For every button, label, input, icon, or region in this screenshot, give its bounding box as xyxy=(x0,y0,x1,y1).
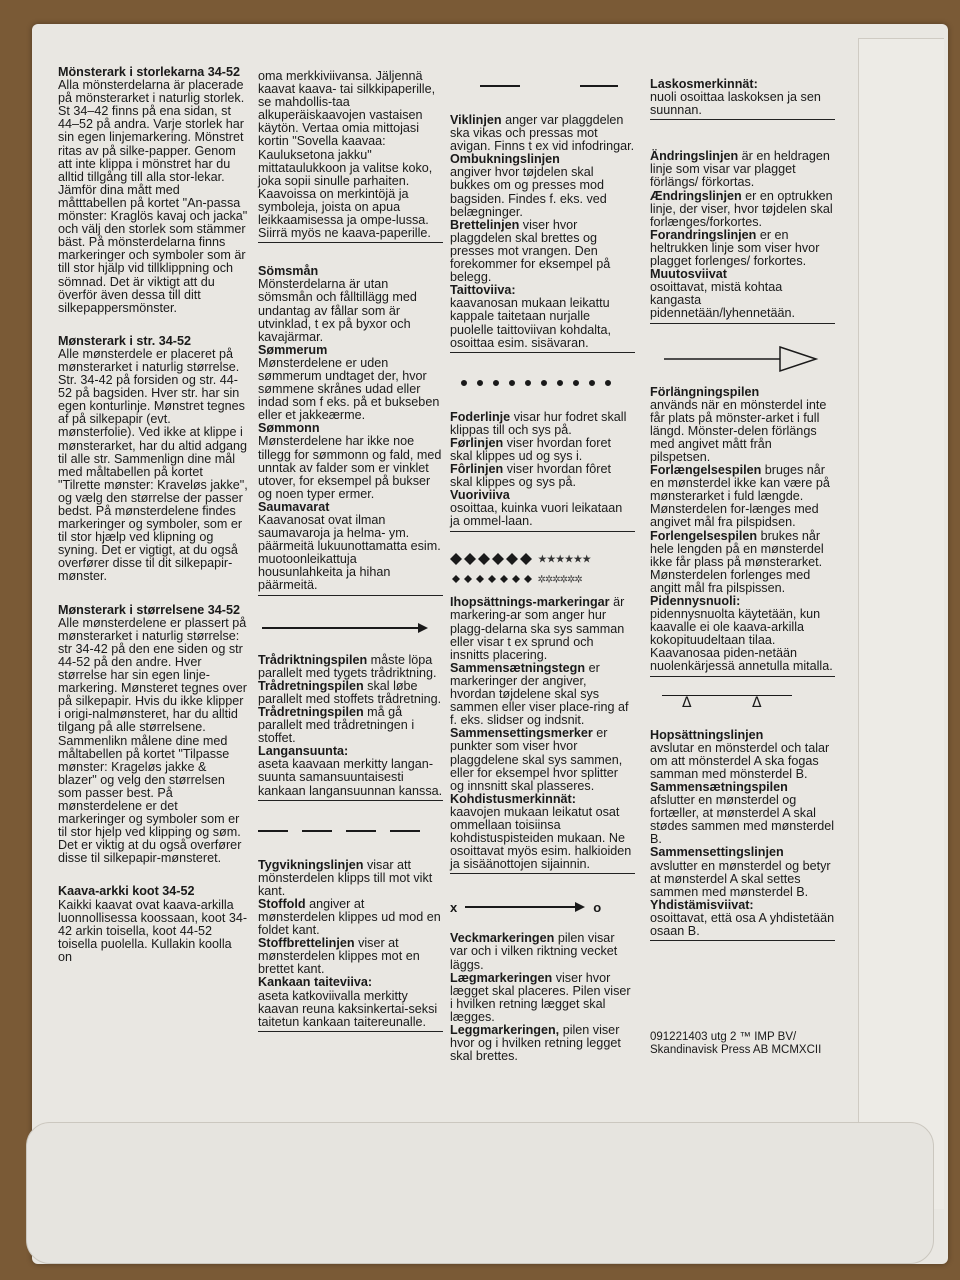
pleat-da-heading: Lægmarkeringen xyxy=(450,970,553,985)
lin-no-text: viser hvordan fôret skal klippes og sys på. xyxy=(450,462,611,490)
pleat-arrow-icon xyxy=(463,899,587,915)
alt-da-text: er en optrukken linje, der viser, hvor tøjdelen skal forlænges/forkortes. xyxy=(650,188,833,229)
grain-fi-text: aseta kaavaan merkitty langan-suunta samansuuntaisesti kankaan langansuunnan kanssa. xyxy=(258,758,443,800)
dotted-line-icon xyxy=(450,373,620,393)
grain-sv-heading: Trådriktningspilen xyxy=(258,652,368,667)
lin-da-text: viser hvordan foret skal klippes ud og sys i. xyxy=(450,435,611,463)
section-lining xyxy=(450,411,635,532)
joining-line-symbol xyxy=(650,693,835,717)
notch-symbols xyxy=(450,552,635,587)
heading-da: Mønsterark i str. 34-52 xyxy=(58,333,191,348)
join-da-heading: Sammensætningstegn xyxy=(450,660,586,675)
long-dash-icon xyxy=(450,76,620,96)
jl-no-heading: Sammensettingslinjen xyxy=(650,845,784,860)
asterisk-row-icon: ✲✲✲✲✲✲ xyxy=(537,574,582,586)
body-sv: Alla mönsterdelarna är placerade på mönsterarket i naturlig storlek. St 34–42 finns på ena sidan, st 44–52 på andra. Varje storlek har sin egen linjemarkering. Mönstret ritas av på silke-papper. Genom att inte klippa i mönstret har du alltid tillgång till alla stor-lekar. Jämför dina mått med måtttabellen på kortet "An-passa mönster: Kraglös kavaj och jacka" och välj den storlek som stämmer bäst. På mönsterdelarna finns markeringer och symboler som är till stor hjälp vid tillklippning och sömnad. Det är viktigt att du överför även dessa till ditt silkepappersmönster. xyxy=(58,78,248,315)
section-norwegian-pattern-sheet xyxy=(58,604,248,866)
pleat-sv-text: pilen visar var och i vilken riktning vecket läggs. xyxy=(450,931,618,972)
publication-footer xyxy=(650,1031,835,1057)
diamond-star-row xyxy=(450,552,635,566)
vik-sv-heading: Viklinjen xyxy=(450,113,502,127)
jl-fi-text: osoittavat, että osa A yhdistetään osaan B. xyxy=(650,912,835,941)
grainline-arrow-icon xyxy=(258,616,428,640)
vik-no-heading: Brettelinjen xyxy=(450,217,520,232)
extension-arrow-symbol xyxy=(650,344,835,374)
section-finnish-pattern-sheet xyxy=(58,885,248,964)
jl-no-text: avslutter en mønsterdel og betyr at mønsterdel A skal settes sammen med mønsterdel B. xyxy=(650,858,831,899)
body-fi: Kaikki kaavat ovat kaava-arkilla luonnollisessa koossaan, koot 34-42 arkin toisella, koot 44-52 toisella puolella. Kullakin koolla on xyxy=(58,897,248,964)
section-fold-press xyxy=(450,114,635,353)
seam-sv-heading: Sömsmån xyxy=(258,264,319,279)
section-finnish-cont xyxy=(258,70,443,243)
small-diamond-row-icon xyxy=(450,572,534,586)
lin-da-heading: Førlinjen xyxy=(450,435,504,450)
column-1 xyxy=(58,66,248,984)
lining-dots-symbol xyxy=(450,373,635,399)
pleat-da-text: viser hvor lægget skal placeres. Pilen viser i hvilken retning lægget skal lægges. xyxy=(450,970,631,1024)
section-fold-line xyxy=(258,859,443,1032)
seam-no-text: Mønsterdelene har ikke noe tillegg for sømmonn og fald, med unntak av falder som er vinklet utover, for eksempel på bukser og noen typer ermer. xyxy=(258,434,442,501)
section-extension xyxy=(650,386,835,677)
seam-fi-text: Kaavanosat ovat ilman saumavaroja ja helma- ym. päärmeitä lukuunottamatta esim. muotoonleikattuja housunlahkeita ja hihan päärmeitä. xyxy=(258,514,443,596)
alt-fi-text: osoittavat, mistä kohtaa kangasta pidennetään/lyhennetään. xyxy=(650,281,835,323)
join-no-text: er punkter som viser hvor plaggdelene skal sys sammen, eller for eksempel hvor splitter og innsnitt skal plasseres. xyxy=(450,726,623,793)
section-pleat xyxy=(450,932,635,1063)
lin-fi-text: osoittaa, kuinka vuori leikataan ja ommel-laan. xyxy=(450,502,635,531)
ext-no-heading: Forlengelsespilen xyxy=(650,528,758,543)
column-2 xyxy=(258,70,443,1052)
join-sv-text: är markering-ar som anger hur plagg-delarna ska sys samman eller visar t ex sprund och insnitts placering. xyxy=(450,595,625,662)
alt-fi-heading: Muutosviivat xyxy=(650,267,727,282)
fold-da-text: angiver at mønsterdelen klippes ud mod en foldet kant. xyxy=(258,896,441,938)
section-swedish-pattern-sheet xyxy=(58,66,248,315)
heading-sv: Mönsterark i storlekarna 34-52 xyxy=(58,65,240,79)
heading-fi: Kaava-arkki koot 34-52 xyxy=(58,884,195,899)
seam-da-text: Mønsterdelene er uden sømmerum undtaget der, hvor sømmene skrånes udad eller indad som f eks. på et bukseben eller et jakkeærme. xyxy=(258,355,440,423)
delta-a-icon: Δ xyxy=(682,694,692,711)
grain-no-text: må gå parallelt med trådretningen i stoffet. xyxy=(258,704,415,746)
vik-no-text: viser hvor plaggdelen skal brettes og presses mot vrangen. Den forekommer for eksempel på belegg. xyxy=(450,217,611,285)
envelope-flap xyxy=(858,38,944,1209)
fold-sv-text: visar att mönsterdelen klipps till mot vikt kant. xyxy=(258,857,433,898)
x-marker: x xyxy=(450,899,458,915)
fold-no-heading: Stoffbrettelinjen xyxy=(258,936,355,951)
lin-no-heading: Fôrlinjen xyxy=(450,462,504,477)
vik-fi-text: kaavanosan mukaan leikattu kappale taitetaan nurjalle puolelle taittoviivan kohdalta, osoittaa esim. sisävaran. xyxy=(450,297,635,352)
fold-line-symbol xyxy=(258,821,443,847)
pleat-no-text: pilen viser hvor og i hvilken retning legget skal brettes. xyxy=(450,1023,621,1064)
envelope-pocket xyxy=(26,1122,934,1264)
column-4 xyxy=(650,78,835,1057)
fold-no-text: viser at mønsterdelen klippes mot en brettet kant. xyxy=(258,936,420,977)
jl-da-text: afslutter en mønsterdel og fortæller, at mønsterdel A skal stødes sammen med mønsterdel B. xyxy=(650,793,835,847)
ext-sv-heading: Förlängningspilen xyxy=(650,384,760,399)
ext-fi-heading: Pidennysnuoli: xyxy=(650,594,741,608)
pleat-fi-text: nuoli osoittaa laskoksen ja sen suunnan. xyxy=(650,91,835,120)
vik-da-text: angiver hvor tøjdelen skal bukkes om og presses mod bagsiden. Findes f. eks. ved belægninger. xyxy=(450,165,607,219)
body-da: Alle mønsterdele er placeret på mønsterarket i naturlig størrelse. Str. 34-42 på forsiden og str. 44-52 på bagsiden. Hver str. har sin egen konturlinje. Mønstret tegnes af på silkepapir (evt. mønsterfolie). Ved ikke at klippe i mønsterarket, har du altid adgang til alle str. Sammenlign dine mål med måltabellen på kortet "Tilrette mønster: Kraveløs jakke", og vælg den størrelse der passer bedst. På mønsterdelene findes markeringer og symboler, som er til stor hjælp ved klipning og syning. Det er vigtigt, at du også overfører disse til dit silkepapir-mønster. xyxy=(58,346,248,584)
section-notches xyxy=(450,596,635,874)
pleat-arrow-symbol xyxy=(450,894,635,920)
lin-sv-heading: Foderlinje xyxy=(450,409,511,424)
section-pleat-fi xyxy=(650,78,835,120)
footer-line-2: Skandinavisk Press AB MCMXCII xyxy=(650,1044,822,1057)
ext-no-text: brukes når hele lengden på en mønsterdel ikke får plass på mønsterarket. Mønsterdelen forlenges med angitt mål fra pilspissen. xyxy=(650,528,824,595)
fold-fi-text: aseta katkoviivalla merkitty kaavan reuna kaksinkertai-seksi taitetun kankaan taitereunalle. xyxy=(258,990,443,1032)
seam-fi-heading: Saumavarat xyxy=(258,499,330,514)
o-marker: o xyxy=(593,899,602,915)
body-no: Alle mønsterdelene er plassert på mønsterarket i naturlig størrelse: str 34-42 på den ene siden og str 44-52 på den andre. Hver størrelse har sin egen linje-markering. Mønsteret tegnes over på silkepapir. Hvis du ikke klipper i origi-nalmønsteret, har du alltid tilgang på alle størrelsene. Sammenlikn målene dine med måltabellen på kortet "Tilpasse mønster: Krageløs jakke & blazer" og velg den størrelsen som passer best. På mønsterdelene er det markeringer og symboler som er til stor hjelp ved klipping og søm. Det er viktig at du også overfører disse til silkepapir-mønsteret. xyxy=(58,615,247,866)
lin-fi-heading: Vuoriviiva xyxy=(450,488,510,503)
foldline-dash-symbol xyxy=(450,76,635,102)
alt-sv-heading: Ändringslinjen xyxy=(650,149,739,164)
heading-no: Mønsterark i størrelsene 34-52 xyxy=(58,602,240,617)
ext-fi-text: pidennysnuolta käytetään, kun kaavalle ei ole kaava-arkilla kokopituudeltaan tilaa. Kaavanosaa piden-netään nuolenkärjessä annetulla mitalla. xyxy=(650,608,835,676)
join-sv-heading: Ihopsättnings-markeringar xyxy=(450,595,610,610)
join-fi-text: kaavojen mukaan leikatut osat ommellaan toisiinsa kohdistuspisteiden mukaan. Ne osoittavat myös esim. halkioiden ja sisäänottojen sijainnin. xyxy=(450,806,635,874)
grainline-arrow-symbol xyxy=(258,616,443,642)
ext-da-text: bruges når en mønsterdel ikke kan være på mønsterarket i fuld længde. Mønsterdelen for-længes med angivet mål fra pilspidsen. xyxy=(650,463,830,530)
lin-sv-text: visar hur fodret skall klippas till och sys på. xyxy=(450,409,627,437)
seam-no-heading: Sømmonn xyxy=(258,421,320,436)
delta-b-icon: Δ xyxy=(752,694,762,711)
pleat-no-heading: Leggmarkeringen, xyxy=(450,1023,560,1037)
column-3 xyxy=(450,84,635,1083)
seam-sv-text: Mönsterdelarna är utan sömsmån och fålltillägg med undantag av fållar som är utvinklad, t ex på byxor och kavajärmar. xyxy=(258,277,417,344)
section-grainline xyxy=(258,654,443,801)
pleat-fi-heading: Laskosmerkinnät: xyxy=(650,77,758,91)
ext-sv-text: används när en mönsterdel inte får plats på mönster-arket i full längd. Mönster-delen förlängs med angivet mått från pilspetsen. xyxy=(650,397,827,464)
alt-sv-text: är en heldragen linje som visar var plagget förlängs/ förkortas. xyxy=(650,149,830,190)
body-fi-cont: oma merkkiviivansa. Jäljennä kaavat kaava- tai silkkipaperille, se mahdollis-taa alkuperäiskaavojen vastaisen käytön. Vertaa omia mittojasi kortin "Sovella kaavaa: Kauluksetona jakku" mittataulukkoon ja valitse koko, joka sopii sinulle parhaiten. Kaavoissa on merkintöjä ja symboleja, joista on apua leikkaamisessa ja ompe-lussa. Siirrä myös ne kaava-paperille. xyxy=(258,70,443,243)
fold-da-heading: Stoffold xyxy=(258,896,306,911)
jl-sv-heading: Hopsättningslinjen xyxy=(650,727,764,742)
ext-da-heading: Forlængelsespilen xyxy=(650,463,762,478)
fold-fi-heading: Kankaan taiteviiva: xyxy=(258,975,373,990)
footer-line-1: 091221403 utg 2 ™ IMP BV/ xyxy=(650,1031,797,1044)
vik-da-heading: Ombukningslinjen xyxy=(450,152,560,167)
dashed-line-icon xyxy=(258,821,428,841)
grain-da-heading: Trådretningspilen xyxy=(258,678,364,693)
join-fi-heading: Kohdistusmerkinnät: xyxy=(450,791,576,806)
pleat-sv-heading: Veckmarkeringen xyxy=(450,931,555,946)
diamond-row-icon xyxy=(450,552,534,566)
join-no-heading: Sammensettingsmerker xyxy=(450,726,593,741)
section-alteration xyxy=(650,150,835,323)
grain-fi-heading: Langansuunta: xyxy=(258,744,349,759)
jl-fi-heading: Yhdistämisviivat: xyxy=(650,897,754,912)
fold-sv-heading: Tygvikningslinjen xyxy=(258,857,364,872)
star-row-icon: ★★★★★★ xyxy=(537,552,591,565)
vik-fi-heading: Taittoviiva: xyxy=(450,283,516,298)
section-danish-pattern-sheet xyxy=(58,335,248,584)
grain-da-text: skal løbe parallelt med stoffets trådretning. xyxy=(258,678,442,706)
grain-sv-text: måste löpa parallelt med tygets trådriktning. xyxy=(258,652,437,680)
join-da-text: er markeringer der angiver, hvordan tøjdelene skal sys sammen eller viser place-ring af f. eks. slidser og indsnit. xyxy=(450,660,629,728)
jl-sv-text: avslutar en mönsterdel och talar om att mönsterdel A ska fogas samman med mönsterdel B. xyxy=(650,740,830,781)
diamond-outline-row xyxy=(450,572,635,586)
vik-sv-text: anger var plaggdelen ska vikas och pressas mot avigan. Finns t ex vid infodringar. xyxy=(450,113,635,154)
grain-no-heading: Trådretningspilen xyxy=(258,704,364,719)
extension-arrow-icon xyxy=(650,344,820,374)
section-seam-allowance xyxy=(258,265,443,595)
section-joining xyxy=(650,729,835,942)
seam-da-heading: Sømmerum xyxy=(258,342,328,357)
alt-da-heading: Ændringslinjen xyxy=(650,188,742,203)
alt-no-text: er en heltrukken linje som viser hvor plagget forlenges/ forkortes. xyxy=(650,227,820,269)
jl-da-heading: Sammensætningspilen xyxy=(650,779,788,794)
alt-no-heading: Forandringslinjen xyxy=(650,227,757,242)
